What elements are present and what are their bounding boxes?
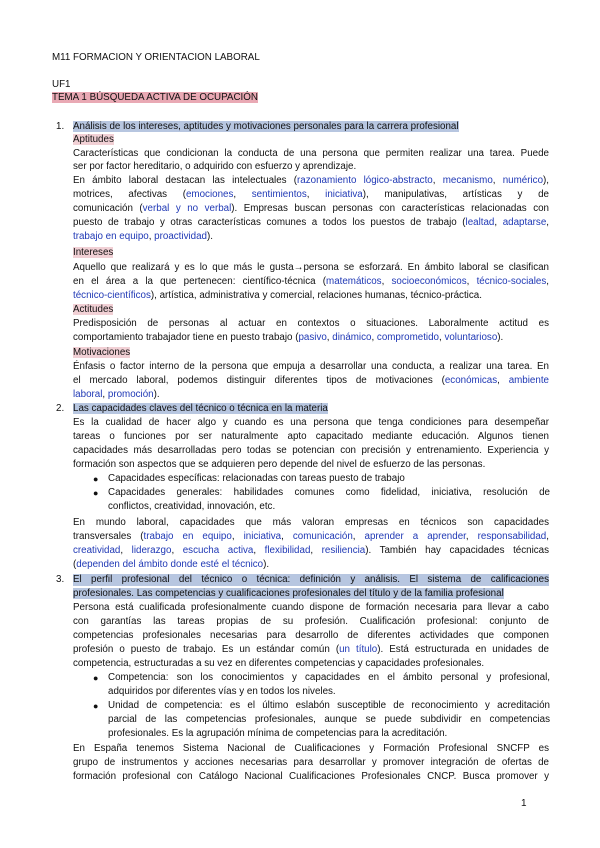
- text-run: ,: [233, 189, 252, 200]
- section-3-title-line-2-text: profesionales. Las competencias y cualificaciones profesionales del título y de la familia profesional: [73, 588, 504, 599]
- s2-line-4: formación son aspectos que se adquieren pero depende del nivel de esfuerzo de las personas.: [73, 459, 486, 470]
- text-run: ), manipulativas, artísticas y de: [362, 189, 549, 200]
- text-run: ,: [326, 332, 333, 343]
- text-run: ,: [465, 531, 478, 542]
- text-run: ,: [381, 276, 392, 287]
- keyword: lealtad: [465, 217, 495, 228]
- s2-bullet-2-line-2: conflictos, creatividad, innovación, etc.: [108, 501, 276, 512]
- keyword: promoción: [107, 389, 154, 400]
- s3-para2-line-2: grupo de instrumentos y acciones necesarias para desarrollar y promover integración de ofertas de: [73, 757, 549, 768]
- keyword: dinámico: [332, 332, 372, 343]
- keyword: numérico: [502, 175, 544, 186]
- text-run: ,: [439, 332, 445, 343]
- keyword: iniciativa: [243, 531, 282, 542]
- keyword: flexibilidad: [264, 545, 311, 556]
- s3-bullet-1-line-1: Competencia: son los conocimientos y capacidades en el ámbito personal y profesional,: [108, 672, 550, 683]
- keyword: razonamiento lógico-abstracto: [297, 175, 433, 186]
- text-run: (: [73, 559, 77, 570]
- text-run: puesto de trabajo y otras características comunes a todos los puestos de trabajo (: [73, 217, 466, 228]
- motivaciones-line-2: [73, 375, 549, 387]
- text-run: ,: [306, 189, 326, 200]
- page-number: 1: [521, 798, 527, 809]
- topic-title: [52, 92, 258, 104]
- s2-bullet-2-line-1: Capacidades generales: habilidades comunes como fidelidad, iniciativa, resolución de: [108, 487, 550, 498]
- s3-para2-line-1: En España tenemos Sistema Nacional de Cualificaciones y Formación Profesional SNCFP es: [73, 743, 549, 754]
- aptitudes-line-1: Características que condicionan la conducta de una persona que permiten realizar una tarea. Puede: [73, 148, 549, 159]
- intereses-line-3: [73, 290, 482, 302]
- keyword: iniciativa: [325, 189, 363, 200]
- text-run: ,: [310, 545, 322, 556]
- keyword: ambiente: [508, 375, 549, 386]
- keyword: adaptarse: [502, 217, 547, 228]
- text-run: ), artística, administrativa y comercial, relaciones humanas, técnico-práctica.: [150, 290, 482, 301]
- text-run: ,: [171, 545, 183, 556]
- keyword: técnico-científicos: [73, 290, 151, 301]
- intereses-heading-text: Intereses: [73, 247, 114, 258]
- text-run: En ámbito laboral destacan las intelectuales (: [73, 175, 298, 186]
- aptitudes-line-5: [73, 203, 549, 215]
- s3-line-1: Persona está cualificada profesionalmente cuando dispone de formación necesaria para llevar a cabo: [73, 602, 549, 613]
- s3-line-4: [73, 644, 549, 656]
- text-run: comportamiento trabajador tiene en puesto trabajo (: [73, 332, 299, 343]
- text-run: comunicación (: [73, 203, 143, 214]
- text-run: ,: [253, 545, 265, 556]
- text-run: ).: [497, 332, 504, 343]
- section-3-title-line-2: [73, 588, 504, 600]
- aptitudes-line-2: ser por factor hereditario, o adquirido con esfuerzo y aprendizaje.: [73, 161, 357, 172]
- s2-line-3: capacidades más desarrolladas pero todas se potencian con precisión y entrenamiento. Experiencia y: [73, 445, 549, 456]
- keyword: proactividad: [154, 231, 207, 242]
- text-run: ,: [546, 217, 549, 228]
- bullet-icon: ●: [93, 701, 99, 711]
- keyword: mecanismo: [442, 175, 493, 186]
- section-1-title-text: Análisis de los intereses, aptitudes y motivaciones personales para la carrera profesional: [73, 121, 459, 132]
- text-run: ).: [153, 389, 160, 400]
- text-run: ,: [466, 276, 477, 287]
- bullet-icon: ●: [93, 488, 99, 498]
- section-1-title: [73, 121, 459, 133]
- text-run: ). Está estructurada en unidades de: [377, 644, 549, 655]
- text-run: ). Empresas buscan personas con características relacionadas con: [231, 203, 549, 214]
- section-2-number: 2.: [56, 403, 65, 414]
- text-run: ,: [102, 389, 108, 400]
- keyword: resiliencia: [321, 545, 366, 556]
- s2-line-2: tareas o funciones por ser naturalmente apto capacitado mediante educación. Algunos tienen: [73, 431, 549, 442]
- intereses-heading: [73, 247, 113, 259]
- keyword: pasivo: [298, 332, 327, 343]
- text-run: ,: [497, 375, 509, 386]
- s3-line-3: competencias profesionales necesarias para desarrollo de diferentes actividades que componen: [73, 630, 549, 641]
- keyword: sentimientos: [251, 189, 307, 200]
- s3-para2-line-3: formación profesional con Catálogo Nacional Cualificaciones Profesionales CNCP. Busca promover y: [73, 771, 549, 782]
- text-run: motrices, afectivas (: [73, 189, 186, 200]
- aptitudes-line-3: [73, 175, 549, 187]
- text-run: ,: [231, 531, 244, 542]
- actitudes-heading: [73, 304, 113, 316]
- keyword: aprender a aprender: [364, 531, 466, 542]
- text-run: ).: [263, 559, 270, 570]
- actitudes-heading-text: Actitudes: [73, 304, 114, 315]
- text-run: transversales (: [73, 531, 144, 542]
- text-run: ,: [120, 545, 132, 556]
- text-run: ). También hay capacidades técnicas: [365, 545, 550, 556]
- s2-line-1: Es la cualidad de hacer algo y cuando es una persona que tenga condiciones para desempeñar: [73, 417, 549, 428]
- aptitudes-line-6: [73, 217, 549, 229]
- aptitudes-line-4: [73, 189, 549, 201]
- text-run: ,: [494, 217, 503, 228]
- keyword: voluntarioso: [444, 332, 498, 343]
- intereses-line-1: Aquello que realizará y es lo que más le gusta→persona se esforzará. En ámbito laboral se clasifican: [73, 262, 549, 273]
- s2-para2-line-1: En mundo laboral, capacidades que más valoran empresas en técnicos son capacidades: [73, 517, 549, 528]
- keyword: trabajo en equipo: [143, 531, 232, 542]
- unit-label: UF1: [52, 79, 71, 90]
- keyword: emociones: [185, 189, 234, 200]
- s2-bullet-1: Capacidades específicas: relacionadas con tareas puesto de trabajo: [108, 473, 405, 484]
- section-3-title-line-1: El perfil profesional del técnico o técnica: definición y análisis. El sistema de calificaciones: [73, 574, 549, 585]
- text-run: ,: [546, 531, 549, 542]
- text-run: ,: [432, 175, 443, 186]
- text-run: en el área a la que pertenecen: científico-técnica (: [73, 276, 327, 287]
- keyword: socioeconómicos: [391, 276, 467, 287]
- keyword: económicas: [444, 375, 498, 386]
- topic-title-text: TEMA 1 BÚSQUEDA ACTIVA DE OCUPACIÓN: [52, 92, 258, 103]
- aptitudes-line-7: [73, 231, 213, 243]
- keyword: creatividad: [73, 545, 121, 556]
- aptitudes-heading-text: Aptitudes: [73, 134, 114, 145]
- section-3-number: 3.: [56, 574, 65, 585]
- keyword: trabajo en equipo: [73, 231, 149, 242]
- s3-bullet-1-line-2: adquiridos por diferentes vías y en todos los niveles.: [108, 686, 336, 697]
- s3-line-5: competencia, estructuradas a su vez en diferentes competencias y capacidades profesionales.: [73, 658, 485, 669]
- s3-bullet-2-line-3: profesionales. Es la agrupación mínima de competencias para la acreditación.: [108, 728, 448, 739]
- motivaciones-heading-text: Motivaciones: [73, 347, 131, 358]
- text-run: profesión o puesto de trabajo. Es un estándar común (: [73, 644, 340, 655]
- keyword: matemáticos: [326, 276, 382, 287]
- keyword: laboral: [73, 389, 103, 400]
- keyword: comunicación: [292, 531, 353, 542]
- motivaciones-line-1: Énfasis o factor interno de la persona que empuja a desarrollar una conducta, a realizar una tarea. En: [73, 361, 549, 372]
- keyword: escucha activa: [182, 545, 254, 556]
- aptitudes-heading: [73, 134, 114, 146]
- s2-para2-line-2: [73, 531, 549, 543]
- keyword: un título: [339, 644, 378, 655]
- keyword: dependen del ámbito donde esté el técnico: [76, 559, 264, 570]
- course-header: M11 FORMACION Y ORIENTACION LABORAL: [52, 52, 260, 63]
- text-run: ,: [492, 175, 503, 186]
- motivaciones-heading: [73, 347, 130, 359]
- keyword: comprometido: [376, 332, 439, 343]
- actitudes-line-1: Predisposición de personas al actuar en contextos o situaciones. Laboralmente actitud es: [73, 318, 549, 329]
- section-1-number: 1.: [56, 121, 65, 132]
- text-run: ,: [546, 276, 550, 287]
- text-run: el mercado laboral, podemos distinguir diferentes tipos de motivaciones (: [73, 375, 445, 386]
- text-run: ,: [281, 531, 293, 542]
- s2-para2-line-3: [73, 545, 549, 557]
- text-run: ),: [543, 175, 550, 186]
- s3-bullet-2-line-1: Unidad de competencia: es el último eslabón susceptible de reconocimiento y acreditación: [108, 700, 550, 711]
- motivaciones-line-3: [73, 389, 160, 401]
- s3-bullet-2-line-2: parcial de las competencias profesionales, aunque se puede subdividir en competencias: [108, 714, 550, 725]
- section-2-title: [73, 403, 328, 415]
- s3-line-2: con garantías las tareas propias de su profesión. Cualificación profesional: conjunto de: [73, 616, 549, 627]
- section-2-title-text: Las capacidades claves del técnico o técnica en la materia: [73, 403, 328, 414]
- keyword: verbal y no verbal: [142, 203, 232, 214]
- keyword: técnico-sociales: [476, 276, 547, 287]
- bullet-icon: ●: [93, 474, 99, 484]
- s2-para2-line-4: [73, 559, 269, 571]
- keyword: liderazgo: [131, 545, 172, 556]
- text-run: ,: [371, 332, 377, 343]
- bullet-icon: ●: [93, 673, 99, 683]
- text-run: ,: [352, 531, 365, 542]
- text-run: ).: [207, 231, 213, 242]
- intereses-line-2: [73, 276, 549, 288]
- text-run: ,: [148, 231, 155, 242]
- keyword: responsabilidad: [477, 531, 547, 542]
- actitudes-line-2: [73, 332, 503, 344]
